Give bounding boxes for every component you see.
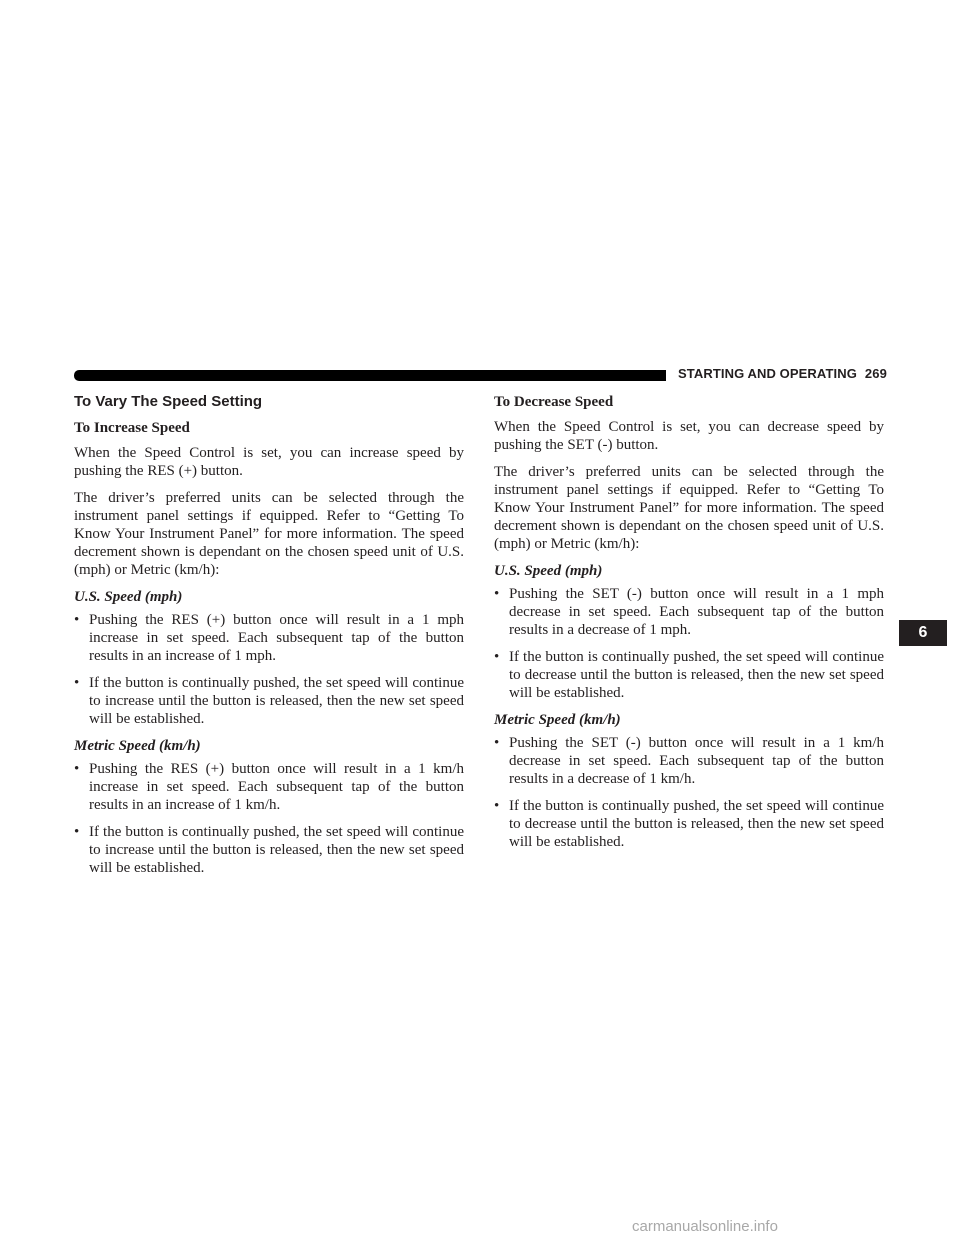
list-item: • If the button is continually pushed, the set speed will continue to increase until the button is released, then the new set speed will be established. bbox=[74, 824, 464, 876]
units-paragraph: The driver’s preferred units can be selected through the instrument panel settings if equipped. Refer to “Getting To Know Your Instrument Panel” for more information. The speed decrement shown is dependant on the chosen speed unit of U.S. (mph) or Metric (km/h): bbox=[74, 490, 464, 578]
list-item: • Pushing the RES (+) button once will result in a 1 km/h increase in set speed. Each subsequent tap of the button results in an increase of 1 km/h. bbox=[74, 761, 464, 813]
us-speed-heading: U.S. Speed (mph) bbox=[74, 589, 183, 605]
decrease-intro-paragraph: When the Speed Control is set, you can decrease speed by pushing the SET (-) button. bbox=[494, 419, 884, 453]
list-item: • Pushing the RES (+) button once will result in a 1 mph increase in set speed. Each subsequent tap of the button results in an increase of 1 mph. bbox=[74, 612, 464, 664]
increase-intro-paragraph: When the Speed Control is set, you can increase speed by pushing the RES (+) button. bbox=[74, 445, 464, 479]
units-paragraph: The driver’s preferred units can be selected through the instrument panel settings if equipped. Refer to “Getting To Know Your Instrument Panel” for more information. The speed decrement shown is dependant on the chosen speed unit of U.S. (mph) or Metric (km/h): bbox=[494, 464, 884, 552]
bullet-icon: • bbox=[494, 735, 500, 751]
increase-speed-heading: To Increase Speed bbox=[74, 420, 190, 436]
watermark: carmanualsonline.info bbox=[632, 1218, 778, 1235]
metric-decrease-list bbox=[494, 734, 884, 851]
list-item: • If the button is continually pushed, the set speed will continue to decrease until the button is released, then the new set speed will be established. bbox=[494, 798, 884, 850]
bullet-icon: • bbox=[494, 586, 500, 602]
bullet-icon: • bbox=[74, 612, 80, 628]
list-item: • Pushing the SET (-) button once will result in a 1 mph decrease in set speed. Each subsequent tap of the button results in a decrease of 1 mph. bbox=[494, 586, 884, 638]
section-name: STARTING AND OPERATING bbox=[678, 366, 857, 381]
left-column bbox=[74, 393, 464, 886]
header-rule bbox=[74, 370, 666, 381]
right-column bbox=[494, 393, 884, 860]
us-speed-heading: U.S. Speed (mph) bbox=[494, 563, 603, 579]
decrease-speed-heading: To Decrease Speed bbox=[494, 394, 614, 410]
page-number: 269 bbox=[864, 366, 887, 381]
section-title: To Vary The Speed Setting bbox=[74, 393, 263, 410]
metric-increase-list bbox=[74, 760, 464, 877]
bullet-icon: • bbox=[74, 761, 80, 777]
bullet-icon: • bbox=[74, 675, 80, 691]
bullet-icon: • bbox=[494, 649, 500, 665]
us-increase-list bbox=[74, 611, 464, 728]
metric-speed-heading: Metric Speed (km/h) bbox=[494, 712, 621, 728]
metric-speed-heading: Metric Speed (km/h) bbox=[74, 738, 201, 754]
chapter-tab: 6 bbox=[899, 620, 947, 646]
bullet-icon: • bbox=[494, 798, 500, 814]
us-decrease-list bbox=[494, 585, 884, 702]
list-item: • If the button is continually pushed, the set speed will continue to decrease until the button is released, then the new set speed will be established. bbox=[494, 649, 884, 701]
bullet-icon: • bbox=[74, 824, 80, 840]
list-item: • Pushing the SET (-) button once will result in a 1 km/h decrease in set speed. Each subsequent tap of the button results in a decrease of 1 km/h. bbox=[494, 735, 884, 787]
list-item: • If the button is continually pushed, the set speed will continue to increase until the button is released, then the new set speed will be established. bbox=[74, 675, 464, 727]
running-header bbox=[678, 366, 887, 381]
